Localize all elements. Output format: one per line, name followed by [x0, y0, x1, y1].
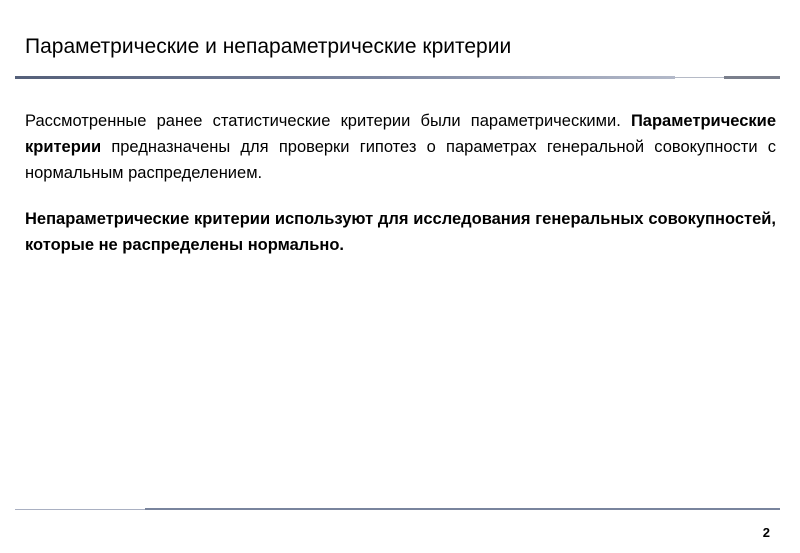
paragraph-nonparametric: Непараметрические критерии используют для исследования генеральных совокупностей, которые не распределены нормально. — [25, 210, 776, 254]
footer-divider-left — [15, 509, 145, 510]
paragraph-1-intro: Рассмотренные ранее статистические критерии были параметрическими. — [25, 112, 631, 130]
title-divider — [15, 76, 675, 79]
parametric-criteria-term: Параметрические критерии — [25, 112, 776, 156]
title-divider-mark — [724, 76, 780, 79]
paragraph-parametric — [25, 108, 776, 186]
footer-divider — [145, 508, 780, 510]
paragraph-1-rest: предназначены для проверки гипотез о параметрах генеральной совокупности с нормальным распределением. — [25, 138, 776, 182]
slide-title: Параметрические и непараметрические критерии — [25, 35, 512, 58]
slide-body — [25, 108, 776, 258]
page-number: 2 — [762, 525, 770, 540]
